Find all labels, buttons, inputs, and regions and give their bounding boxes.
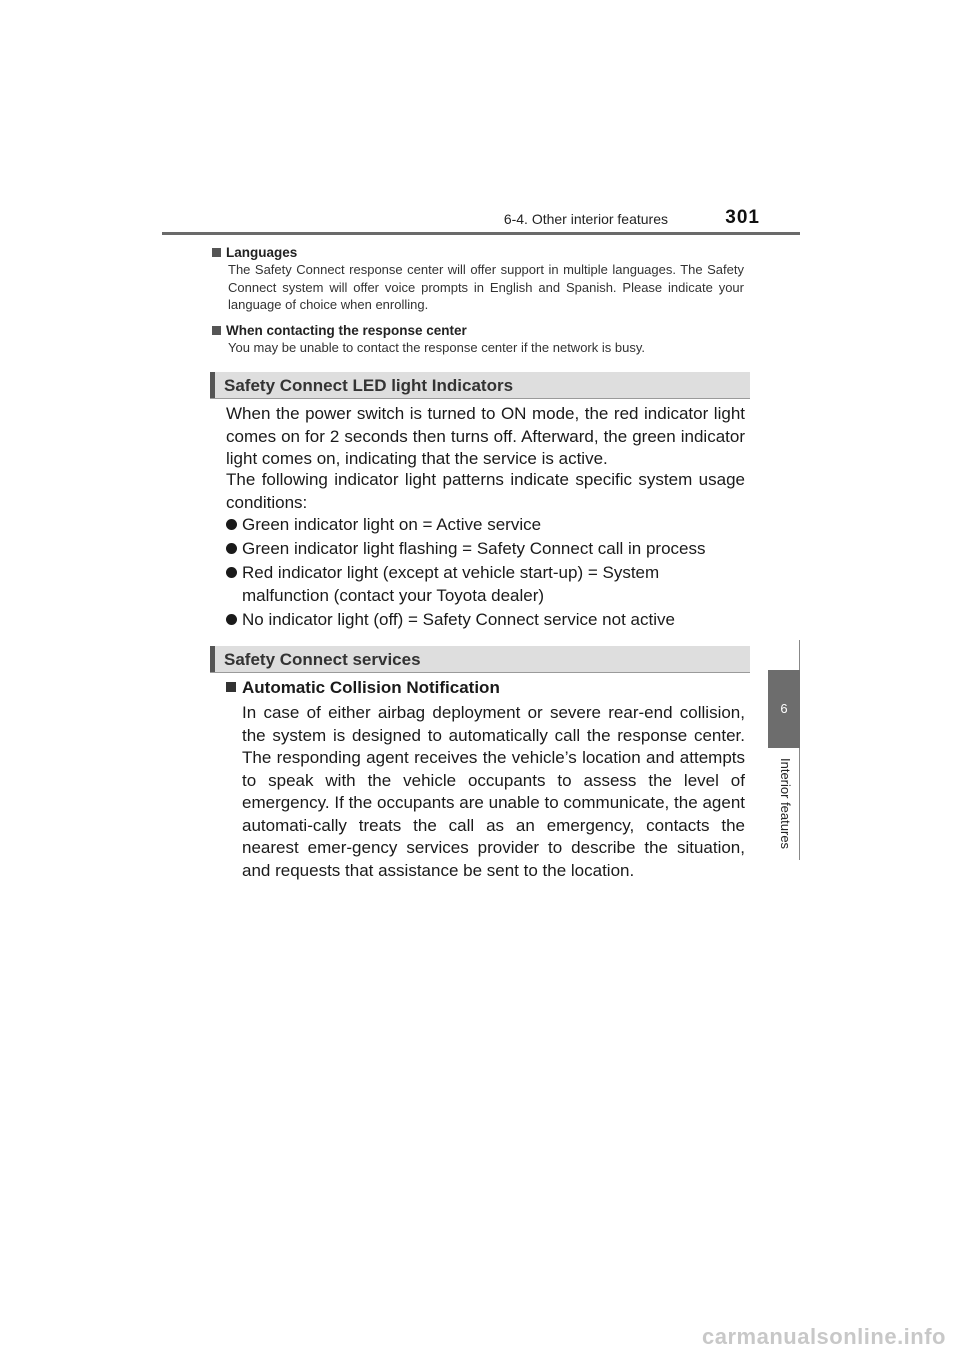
chapter-tab[interactable]: 6 (768, 670, 800, 748)
section-heading-led (210, 372, 750, 399)
note-contacting (210, 322, 744, 357)
bullet-dot-icon (226, 543, 237, 554)
list-item: Green indicator light on = Active service (226, 514, 750, 537)
bullet-dot-icon (226, 567, 237, 578)
note-body: You may be unable to contact the response center if the network is busy. (228, 340, 645, 355)
list-item: No indicator light (off) = Safety Connect service not active (226, 609, 750, 632)
watermark: carmanualsonline.info (702, 1324, 946, 1349)
sub-heading-text: Automatic Collision Notification (242, 678, 500, 697)
header-rule (162, 232, 800, 235)
note-title (212, 244, 744, 261)
heading-accent (210, 646, 215, 672)
chapter-title: Interior features (778, 758, 793, 850)
page-number: 301 (725, 207, 760, 228)
section-heading-text: Safety Connect LED light Indicators (224, 376, 514, 395)
led-intro-paragraph: When the power switch is turned to ON mode, the red indicator light comes on for 2 seconds then turns off. Afterward, the green indicator light comes on, indicating that the service is active. (226, 404, 745, 468)
running-header (440, 205, 760, 231)
list-item: Red indicator light (except at vehicle start-up) = System malfunction (contact your Toyota dealer) (226, 562, 750, 607)
bullet-dot-icon (226, 519, 237, 530)
note-title-text: When contacting the response center (226, 323, 467, 338)
collision-notification-paragraph: In case of either airbag deployment or severe rear-end collision, the system is designed to automatically call the response center. The responding agent receives the vehicle’s location and attempts to speak with the vehicle occupants to assess the level of emergency. If the occupants are unable to communicate, the agent automati-cally treats the call as an emergency, contacts the nearest emer-gency services provider to describe the situation, and requests that assistance be sent to the location. (242, 703, 745, 880)
section-title: 6-4. Other interior features (503, 211, 668, 227)
note-languages (210, 244, 744, 314)
heading-accent (210, 372, 215, 398)
led-patterns-paragraph: The following indicator light patterns indicate specific system usage conditions: (226, 470, 745, 512)
square-bullet-icon (212, 248, 221, 257)
note-title (212, 322, 744, 339)
note-title-text: Languages (226, 245, 298, 260)
square-bullet-icon (212, 326, 221, 335)
square-bullet-icon (226, 682, 236, 692)
sub-heading (226, 677, 746, 699)
indicator-pattern-list (226, 514, 750, 633)
section-heading-text: Safety Connect services (224, 650, 421, 669)
note-body: The Safety Connect response center will offer support in multiple languages. The Safety Connect system will offer voice prompts in English and Spanish. Please indicate your language of choice when enrolling. (228, 262, 744, 312)
list-item: Green indicator light flashing = Safety Connect call in process (226, 538, 750, 561)
bullet-dot-icon (226, 614, 237, 625)
section-heading-services (210, 646, 750, 673)
